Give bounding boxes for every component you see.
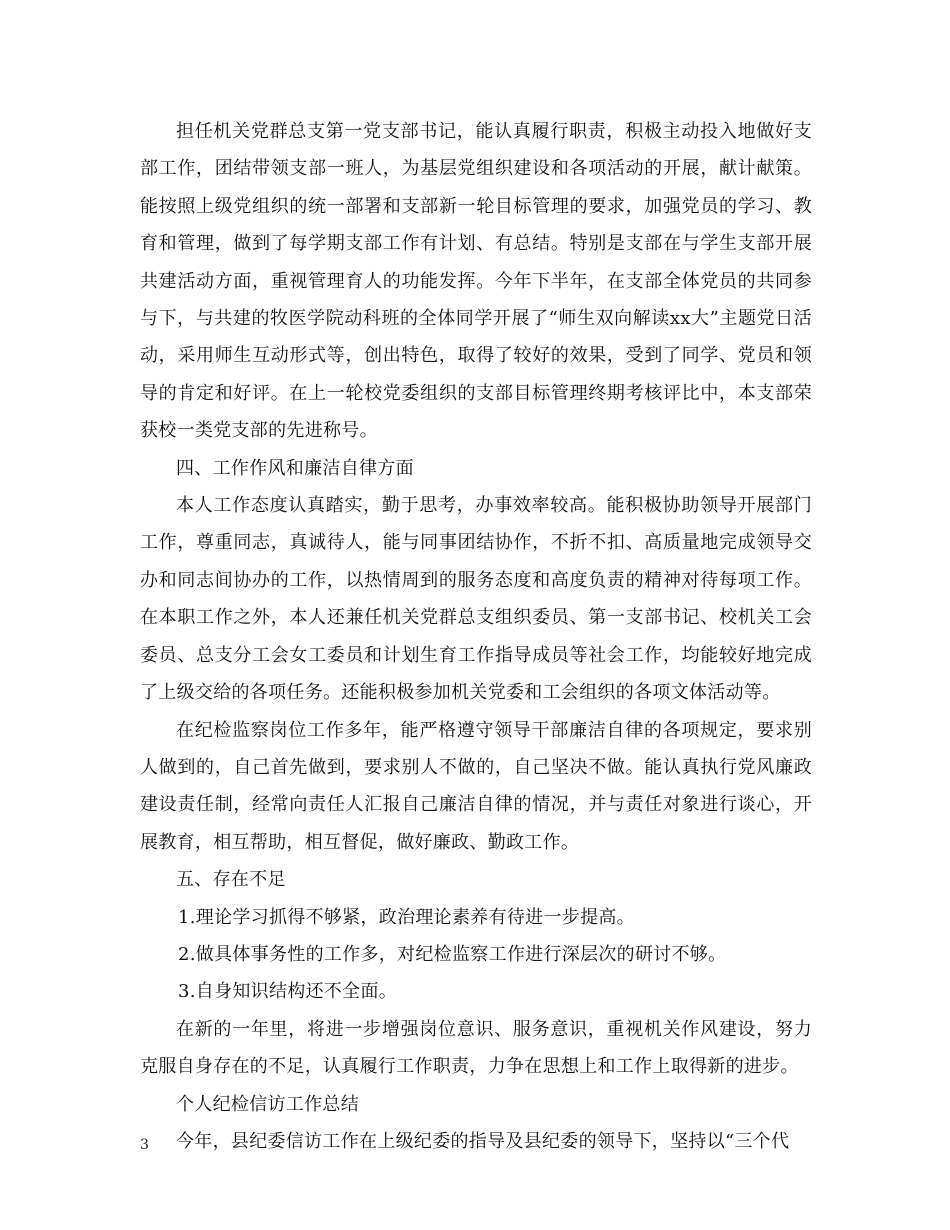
paragraph-petition-intro: 今年，县纪委信访工作在上级纪委的指导及县纪委的领导下，坚持以“三个代 <box>176 1130 790 1152</box>
list-item-shortcoming-1: 1.理论学习抓得不够紧，政治理论素养有待进一步提高。 <box>178 906 635 928</box>
section-heading-petition-summary: 个人纪检信访工作总结 <box>176 1093 359 1115</box>
paragraph-new-year-plan: 在新的一年里，将进一步增强岗位意识、服务意识，重视机关作风建设，努力克服自身存在的不足，认真履行工作职责，力争在思想上和工作上取得新的进步。 <box>140 1018 812 1078</box>
section-heading-shortcomings: 五、存在不足 <box>176 869 286 891</box>
document-body <box>140 113 812 1160</box>
list-item-shortcoming-2: 2.做具体事务性的工作多，对纪检监察工作进行深层次的研讨不够。 <box>178 943 727 965</box>
page-number: 3 <box>140 1137 149 1153</box>
section-heading-work-style: 四、工作作风和廉洁自律方面 <box>176 457 414 479</box>
paragraph-work-attitude: 本人工作态度认真踏实，勤于思考，办事效率较高。能积极协助领导开展部门工作，尊重同志，真诚待人，能与同事团结协作，不折不扣、高质量地完成领导交办和同志间协办的工作，以热情周到的服务态度和高度负责的精神对待每项工作。在本职工作之外，本人还兼任机关党群总支组织委员、第一支部书记、校机关工会委员、总支分工会女工委员和计划生育工作指导成员等社会工作，均能较好地完成了上级交给的各项任务。还能积极参加机关党委和工会组织的各项文体活动等。 <box>140 495 812 704</box>
paragraph-party-branch: 担任机关党群总支第一党支部书记，能认真履行职责，积极主动投入地做好支部工作，团结带领支部一班人，为基层党组织建设和各项活动的开展，献计献策。能按照上级党组织的统一部署和支部新一轮目标管理的要求，加强党员的学习、教育和管理，做到了每学期支部工作有计划、有总结。特别是支部在与学生支部开展共建活动方面，重视管理育人的功能发挥。今年下半年，在支部全体党员的共同参与下，与共建的牧医学院动科班的全体同学开展了“师生双向解读xx大”主题党日活动，采用师生互动形式等，创出特色，取得了较好的效果，受到了同学、党员和领导的肯定和好评。在上一轮校党委组织的支部目标管理终期考核评比中，本支部荣获校一类党支部的先进称号。 <box>140 121 812 442</box>
list-item-shortcoming-3: 3.自身知识结构还不全面。 <box>178 981 398 1003</box>
paragraph-discipline-inspection: 在纪检监察岗位工作多年，能严格遵守领导干部廉洁自律的各项规定，要求别人做到的，自己首先做到，要求别人不做的，自己坚决不做。能认真执行党风廉政建设责任制，经常向责任人汇报自己廉洁自律的情况，并与责任对象进行谈心，开展教育，相互帮助，相互督促，做好廉政、勤政工作。 <box>140 719 812 853</box>
